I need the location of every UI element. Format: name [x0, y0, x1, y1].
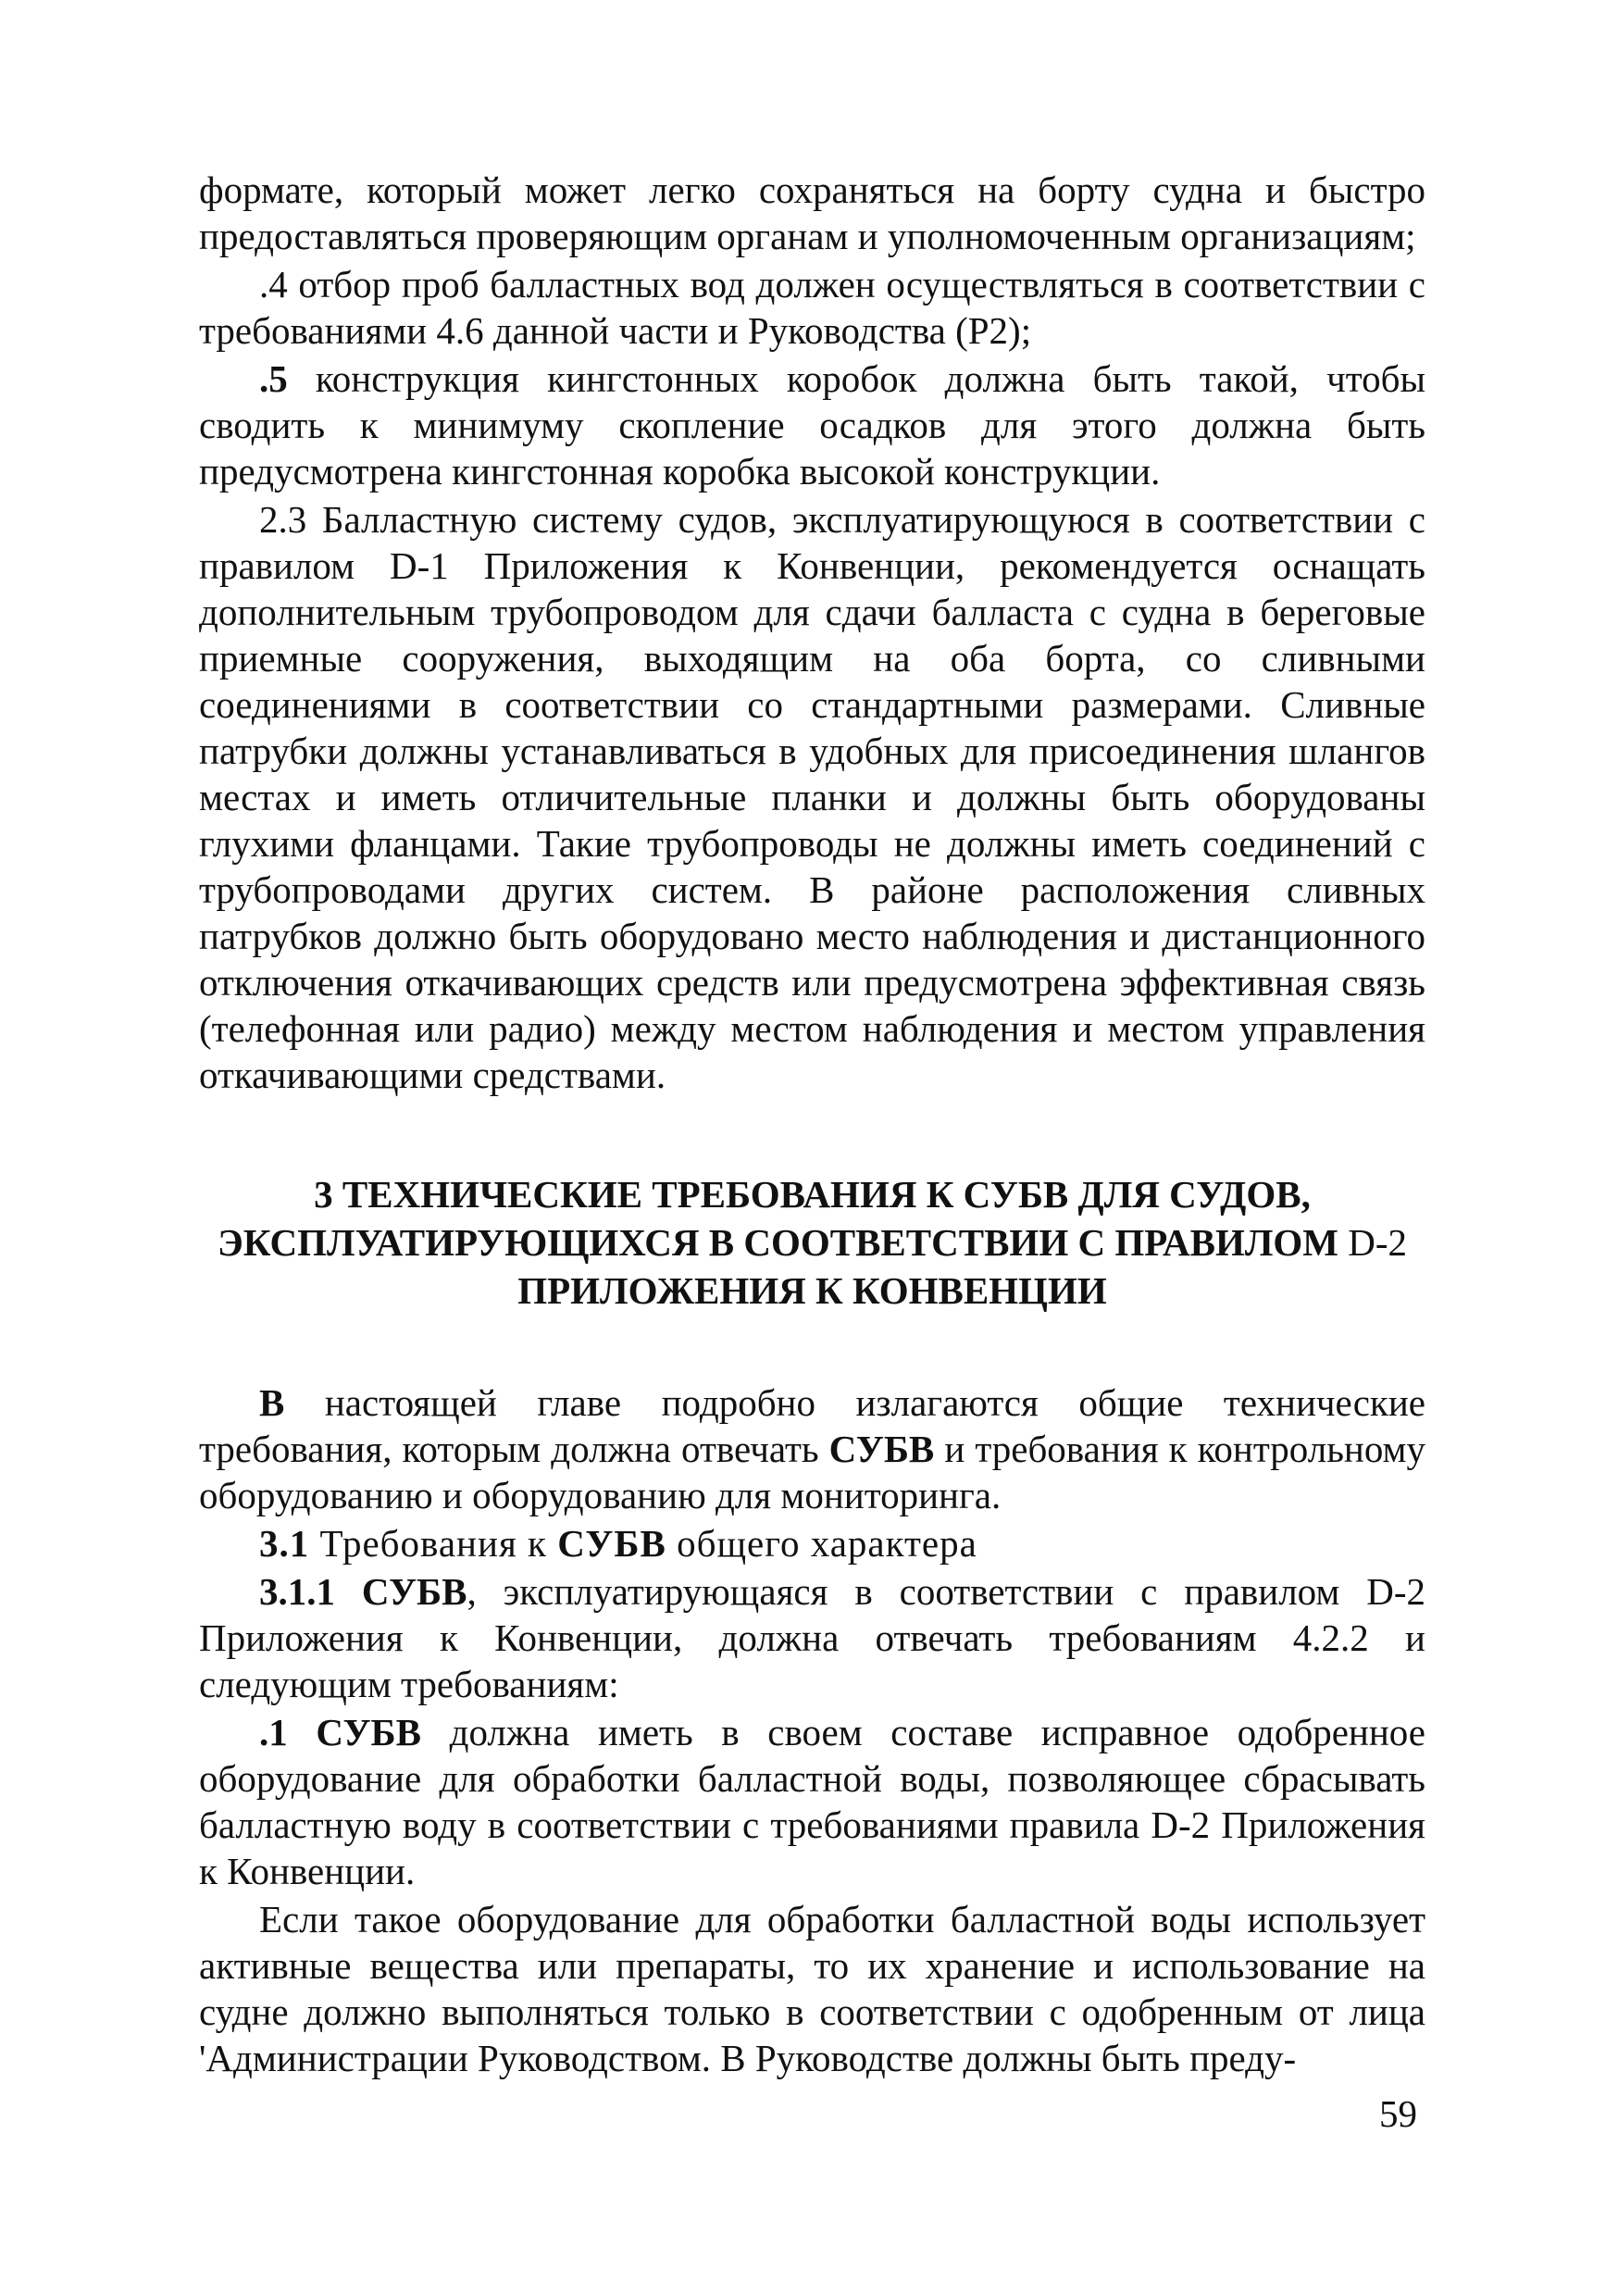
subsection-text-b: общего характера [666, 1522, 977, 1565]
item-text: должна иметь в своем составе исправное одобренное оборудование для обработки балластной воды, позволяющее сбрасывать балластную воду в соответствии с требованиями правила D-2 Приложения к Конвенции. [199, 1711, 1425, 1892]
intro-lead: В [259, 1381, 285, 1424]
subsection-3-1 [199, 1520, 1425, 1566]
page-body [199, 167, 1425, 2083]
paragraph-continued [199, 167, 1425, 259]
page-number: 59 [1379, 2092, 1417, 2135]
paragraph-2-3 [199, 496, 1425, 1098]
clause-3-1-1 [199, 1568, 1425, 1707]
intro-text-a: настоящей главе подробно излагаются общие технические требования, которым должна отвечать [199, 1381, 1425, 1470]
paragraph-item-5 [199, 356, 1425, 494]
paragraph-last [199, 1896, 1425, 2081]
paragraph-item-4 [199, 261, 1425, 354]
paragraph-text: конструкция кингстонных коробок должна быть такой, чтобы сводить к минимуму скопление осадков для этого должна быть предусмотрена кингстонная коробка высокой конструкции. [199, 357, 1425, 493]
paragraph-text: отбор проб балластных вод должен осуществляться в соответствии с требованиями 4.6 данной части и Руководства (Р2); [199, 263, 1425, 352]
heading-line-2 [199, 1218, 1425, 1267]
subsection-number: 3.1 [259, 1522, 310, 1565]
subsection-bold: СУБВ [557, 1522, 666, 1565]
item-number: .4 [259, 263, 288, 306]
item-1 [199, 1709, 1425, 1894]
clause-number: 3.1.1 СУБВ [259, 1570, 467, 1613]
heading-line-2-bold: ЭКСПЛУАТИРУЮЩИХСЯ В СООТВЕТСТВИИ С ПРАВИЛОМ [217, 1221, 1338, 1264]
heading-line-1: 3 ТЕХНИЧЕСКИЕ ТРЕБОВАНИЯ К СУБВ ДЛЯ СУДОВ, [314, 1173, 1311, 1216]
item-number: .5 [259, 357, 288, 400]
heading-line-3: ПРИЛОЖЕНИЯ К КОНВЕНЦИИ [517, 1269, 1107, 1312]
section-intro [199, 1379, 1425, 1518]
paragraph-text: Балластную систему судов, эксплуатирующуюся в соответствии с правилом D-1 Приложения к Конвенции, рекомендуется оснащать дополнительным трубопроводом для сдачи балласта с судна в береговые приемные сооружения, выходящим на оба борта, со сливными соединениями в соответствии со стандартными размерами. Сливные патрубки должны устанавливаться в удобных для присоединения шлангов местах и иметь отличительные планки и должны быть оборудованы глухими фланцами. Такие трубопроводы не должны иметь соединений с трубопроводами других систем. В районе расположения сливных патрубков должно быть оборудовано место наблюдения и дистанционного отключения откачивающих средств или предусмотрена эффективная связь (телефонная или радио) между местом наблюдения и местом управления откачивающими средствами. [199, 498, 1425, 1096]
clause-number: 2.3 [259, 498, 307, 541]
paragraph-text: Если такое оборудование для обработки балластной воды использует активные вещества или препараты, то их хранение и использование на судне должно выполняться только в соответствии с одобренным от лица 'Администрации Руководством. В Руководстве должны быть преду- [199, 1898, 1425, 2079]
clause-text: , эксплуатирующаяся в соответствии с правилом D-2 Приложения к Конвенции, должна отвечать требованиям 4.2.2 и следующим требованиям: [199, 1570, 1425, 1705]
paragraph-text: формате, который может легко сохраняться на борту судна и быстро предоставляться проверяющим органам и уполномоченным организациям; [199, 168, 1425, 257]
intro-bold: СУБВ [828, 1428, 935, 1470]
subsection-text-a: Требования к [309, 1522, 558, 1565]
section-heading [199, 1170, 1425, 1315]
intro-text-b: и требования к контрольному оборудованию и оборудованию для мониторинга. [199, 1428, 1425, 1516]
item-lead: .1 СУБВ [259, 1711, 421, 1753]
heading-line-2-rule: D-2 [1338, 1221, 1408, 1264]
